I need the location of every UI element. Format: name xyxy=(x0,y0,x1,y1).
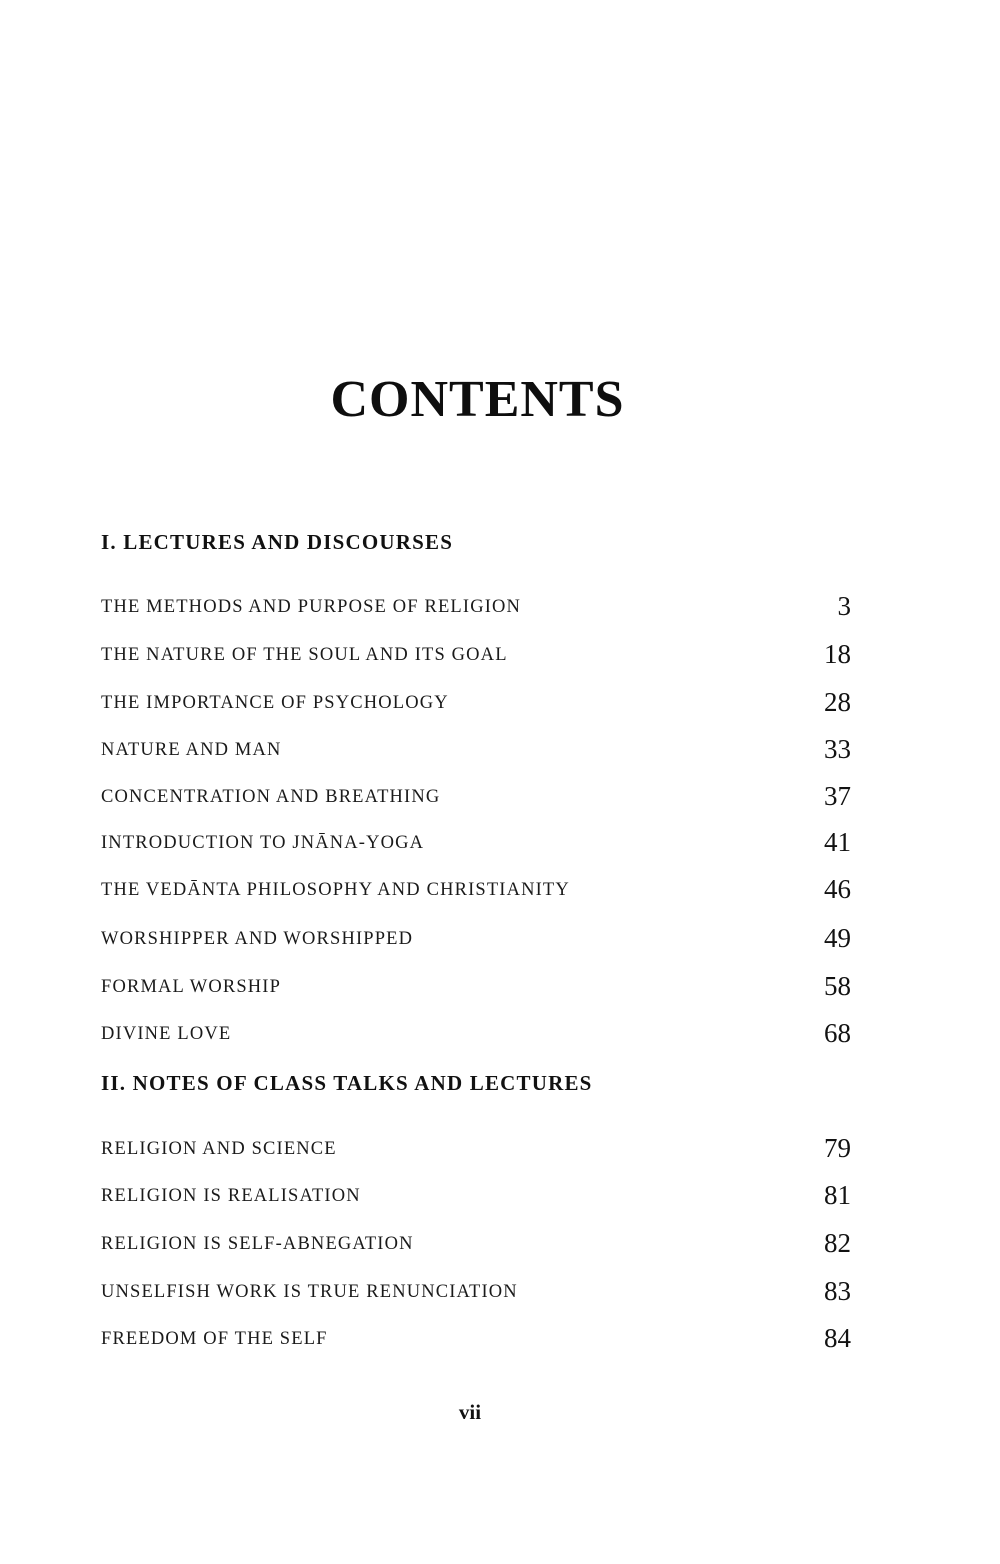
toc-entry-title: THE METHODS AND PURPOSE OF RELIGION xyxy=(101,597,522,617)
page-folio-number: vii xyxy=(458,1400,482,1424)
toc-entry[interactable] xyxy=(101,1132,851,1162)
toc-entry-page-number: 41 xyxy=(824,827,851,857)
toc-entry-page-number: 58 xyxy=(824,971,851,1001)
toc-entry[interactable] xyxy=(101,1322,851,1352)
toc-entry[interactable] xyxy=(101,733,851,763)
toc-entry[interactable] xyxy=(101,1275,851,1305)
page-title: CONTENTS xyxy=(330,371,625,428)
toc-entry[interactable] xyxy=(101,970,851,1000)
section-heading-notes-of-class-talks: II. NOTES OF CLASS TALKS AND LECTURES xyxy=(101,1071,593,1095)
toc-entry-title: DIVINE LOVE xyxy=(101,1024,232,1044)
toc-entry[interactable] xyxy=(101,826,851,856)
toc-entry-title: THE VEDĀNTA PHILOSOPHY AND CHRISTIANITY xyxy=(101,880,570,900)
toc-entry-title: RELIGION IS SELF-ABNEGATION xyxy=(101,1234,414,1254)
toc-entry-page-number: 37 xyxy=(824,781,851,811)
toc-entry-title: NATURE AND MAN xyxy=(101,740,282,760)
toc-entry[interactable] xyxy=(101,590,851,620)
toc-entry-page-number: 3 xyxy=(837,591,851,621)
toc-entry-page-number: 83 xyxy=(824,1276,851,1306)
toc-entry-page-number: 84 xyxy=(824,1323,851,1353)
toc-entry-page-number: 46 xyxy=(824,874,851,904)
toc-entry[interactable] xyxy=(101,1227,851,1257)
toc-entry-title: FREEDOM OF THE SELF xyxy=(101,1329,328,1349)
toc-entry-title: WORSHIPPER AND WORSHIPPED xyxy=(101,929,414,949)
toc-entry-title: FORMAL WORSHIP xyxy=(101,977,282,997)
toc-entry[interactable] xyxy=(101,873,851,903)
toc-entry-page-number: 33 xyxy=(824,734,851,764)
toc-entry-page-number: 79 xyxy=(824,1133,851,1163)
toc-entry-page-number: 68 xyxy=(824,1018,851,1048)
toc-entry[interactable] xyxy=(101,1179,851,1209)
section-heading-lectures-and-discourses: I. LECTURES AND DISCOURSES xyxy=(101,530,454,554)
toc-entry-page-number: 18 xyxy=(824,639,851,669)
toc-entry-title: UNSELFISH WORK IS TRUE RENUNCIATION xyxy=(101,1282,518,1302)
toc-entry[interactable] xyxy=(101,1017,851,1047)
toc-entry-title: RELIGION IS REALISATION xyxy=(101,1186,361,1206)
toc-entry-page-number: 49 xyxy=(824,923,851,953)
toc-entry-page-number: 28 xyxy=(824,687,851,717)
toc-entry-title: RELIGION AND SCIENCE xyxy=(101,1139,337,1159)
toc-entry-page-number: 81 xyxy=(824,1180,851,1210)
toc-entry[interactable] xyxy=(101,780,851,810)
toc-entry-title: INTRODUCTION TO JNĀNA-YOGA xyxy=(101,833,425,853)
toc-entry[interactable] xyxy=(101,922,851,952)
toc-entry-title: THE IMPORTANCE OF PSYCHOLOGY xyxy=(101,693,449,713)
toc-entry-title: THE NATURE OF THE SOUL AND ITS GOAL xyxy=(101,645,508,665)
toc-entry[interactable] xyxy=(101,686,851,716)
toc-entry-page-number: 82 xyxy=(824,1228,851,1258)
toc-entry-title: CONCENTRATION AND BREATHING xyxy=(101,787,441,807)
toc-entry[interactable] xyxy=(101,638,851,668)
